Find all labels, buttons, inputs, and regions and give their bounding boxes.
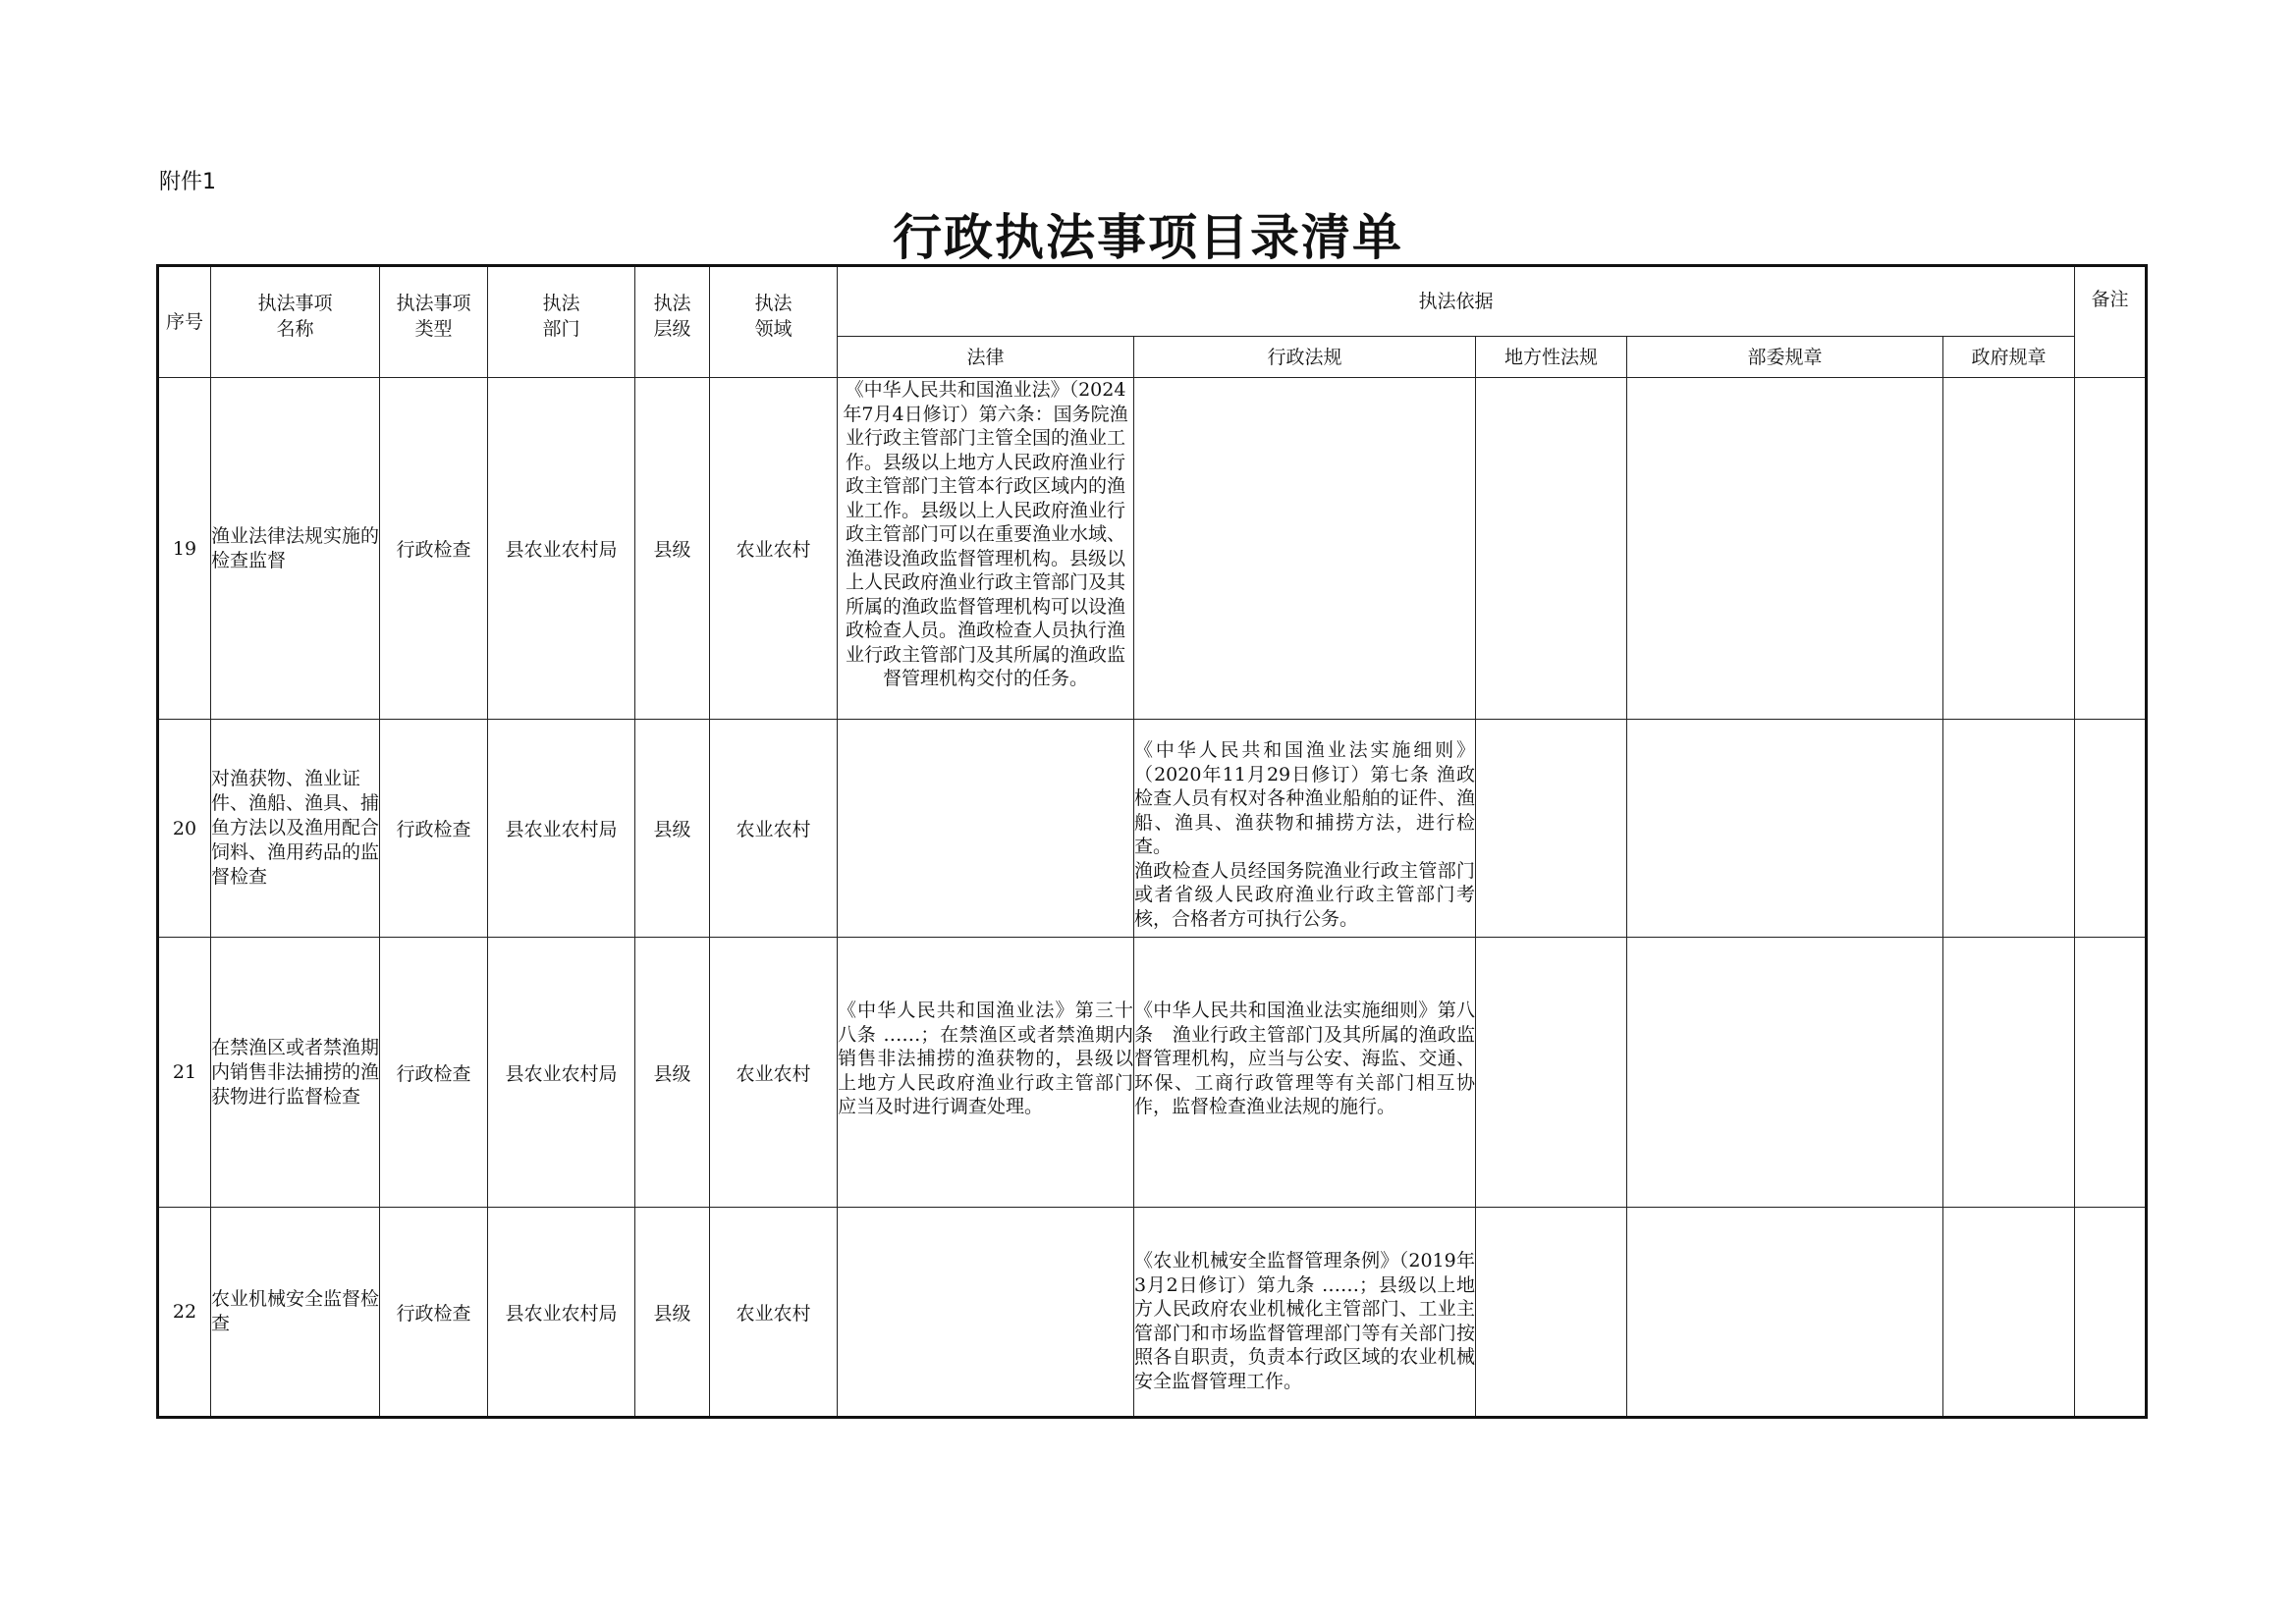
row-item-type: 行政检查 xyxy=(380,1208,488,1418)
row-ministry-rule xyxy=(1627,1208,1943,1418)
row-admin-regulation-text: 《中华人民共和国渔业法实施细则》第八条 渔业行政主管部门及其所属的渔政监督管理机构，应当与公安、海监、交通、环保、工商行政管理等有关部门相互协作，监督检查渔业法规的施行。 xyxy=(1134,1000,1475,1117)
row-remark xyxy=(2075,1208,2147,1418)
row-remark xyxy=(2075,378,2147,720)
header-remark: 备注 xyxy=(2075,266,2147,378)
row-law xyxy=(838,720,1134,938)
row-law xyxy=(838,378,1134,720)
header-row-1 xyxy=(158,266,2147,337)
row-item-name: 在禁渔区或者禁渔期内销售非法捕捞的渔获物进行监督检查 xyxy=(211,938,380,1208)
row-department: 县农业农村局 xyxy=(488,1208,635,1418)
page-title: 行政执法事项目录清单 xyxy=(893,208,1403,266)
row-gov-rule xyxy=(1943,720,2075,938)
header-admin-regulation: 行政法规 xyxy=(1134,337,1476,378)
row-local-regulation xyxy=(1476,1208,1627,1418)
row-ministry-rule xyxy=(1627,720,1943,938)
table-row xyxy=(158,720,2147,938)
row-item-name: 对渔获物、渔业证件、渔船、渔具、捕鱼方法以及渔用配合饲料、渔用药品的监督检查 xyxy=(211,720,380,938)
row-department: 县农业农村局 xyxy=(488,720,635,938)
enforcement-table xyxy=(156,264,2148,1419)
header-gov-rule: 政府规章 xyxy=(1943,337,2075,378)
header-basis: 执法依据 xyxy=(838,266,2075,337)
row-law xyxy=(838,938,1134,1208)
header-law: 法律 xyxy=(838,337,1134,378)
row-level: 县级 xyxy=(635,938,710,1208)
row-level: 县级 xyxy=(635,1208,710,1418)
row-local-regulation xyxy=(1476,938,1627,1208)
row-field: 农业农村 xyxy=(710,720,838,938)
row-remark xyxy=(2075,720,2147,938)
row-ministry-rule xyxy=(1627,938,1943,1208)
row-admin-regulation xyxy=(1134,720,1476,938)
header-seq: 序号 xyxy=(158,266,211,378)
table-row xyxy=(158,938,2147,1208)
row-level: 县级 xyxy=(635,378,710,720)
row-gov-rule xyxy=(1943,938,2075,1208)
row-ministry-rule xyxy=(1627,378,1943,720)
row-item-name: 渔业法律法规实施的检查监督 xyxy=(211,378,380,720)
row-level: 县级 xyxy=(635,720,710,938)
row-law-text: 《中华人民共和国渔业法》（2024年7月4日修订）第六条：国务院渔业行政主管部门主管全国的渔业工作。县级以上地方人民政府渔业行政主管部门主管本行政区域内的渔业工作。县级以上人民政府渔业行政主管部门可以在重要渔业水域、渔港设渔政监督管理机构。县级以上人民政府渔业行政主管部门及其所属的渔政监督管理机构可以设渔政检查人员。渔政检查人员执行渔业行政主管部门及其所属的渔政监督管理机构交付的任务。 xyxy=(843,379,1128,689)
row-seq: 22 xyxy=(158,1208,211,1418)
row-field: 农业农村 xyxy=(710,938,838,1208)
row-remark xyxy=(2075,938,2147,1208)
table-row xyxy=(158,1208,2147,1418)
row-admin-regulation xyxy=(1134,938,1476,1208)
row-department: 县农业农村局 xyxy=(488,378,635,720)
row-law xyxy=(838,1208,1134,1418)
row-local-regulation xyxy=(1476,378,1627,720)
table-row xyxy=(158,378,2147,720)
header-ministry-rule: 部委规章 xyxy=(1627,337,1943,378)
row-gov-rule xyxy=(1943,1208,2075,1418)
row-field: 农业农村 xyxy=(710,1208,838,1418)
row-item-type: 行政检查 xyxy=(380,378,488,720)
row-item-type: 行政检查 xyxy=(380,720,488,938)
row-admin-regulation-text: 《中华人民共和国渔业法实施细则》（2020年11月29日修订）第七条 渔政检查人员有权对各种渔业船舶的证件、渔船、渔具、渔获物和捕捞方法，进行检查。 渔政检查人员经国务院渔业行政主管部门或者省级人民政府渔业行政主管部门考核，合格者方可执行公务。 xyxy=(1134,739,1475,930)
header-level: 执法 层级 xyxy=(635,266,710,378)
row-seq: 21 xyxy=(158,938,211,1208)
header-item-name: 执法事项 名称 xyxy=(211,266,380,378)
header-local-regulation: 地方性法规 xyxy=(1476,337,1627,378)
header-department: 执法 部门 xyxy=(488,266,635,378)
header-item-type: 执法事项 类型 xyxy=(380,266,488,378)
header-field: 执法 领域 xyxy=(710,266,838,378)
row-admin-regulation-text: 《农业机械安全监督管理条例》（2019年3月2日修订）第九条 ……；县级以上地方人民政府农业机械化主管部门、工业主管部门和市场监督管理部门等有关部门按照各自职责，负责本行政区域的农业机械安全监督管理工作。 xyxy=(1134,1250,1475,1392)
row-department: 县农业农村局 xyxy=(488,938,635,1208)
row-law-text: 《中华人民共和国渔业法》第三十八条 ……；在禁渔区或者禁渔期内销售非法捕捞的渔获物的，县级以上地方人民政府渔业行政主管部门应当及时进行调查处理。 xyxy=(838,1000,1133,1117)
row-item-type: 行政检查 xyxy=(380,938,488,1208)
row-seq: 20 xyxy=(158,720,211,938)
row-gov-rule xyxy=(1943,378,2075,720)
row-seq: 19 xyxy=(158,378,211,720)
attachment-label: 附件1 xyxy=(159,170,216,194)
row-admin-regulation xyxy=(1134,378,1476,720)
row-local-regulation xyxy=(1476,720,1627,938)
row-item-name: 农业机械安全监督检查 xyxy=(211,1208,380,1418)
row-admin-regulation xyxy=(1134,1208,1476,1418)
row-field: 农业农村 xyxy=(710,378,838,720)
